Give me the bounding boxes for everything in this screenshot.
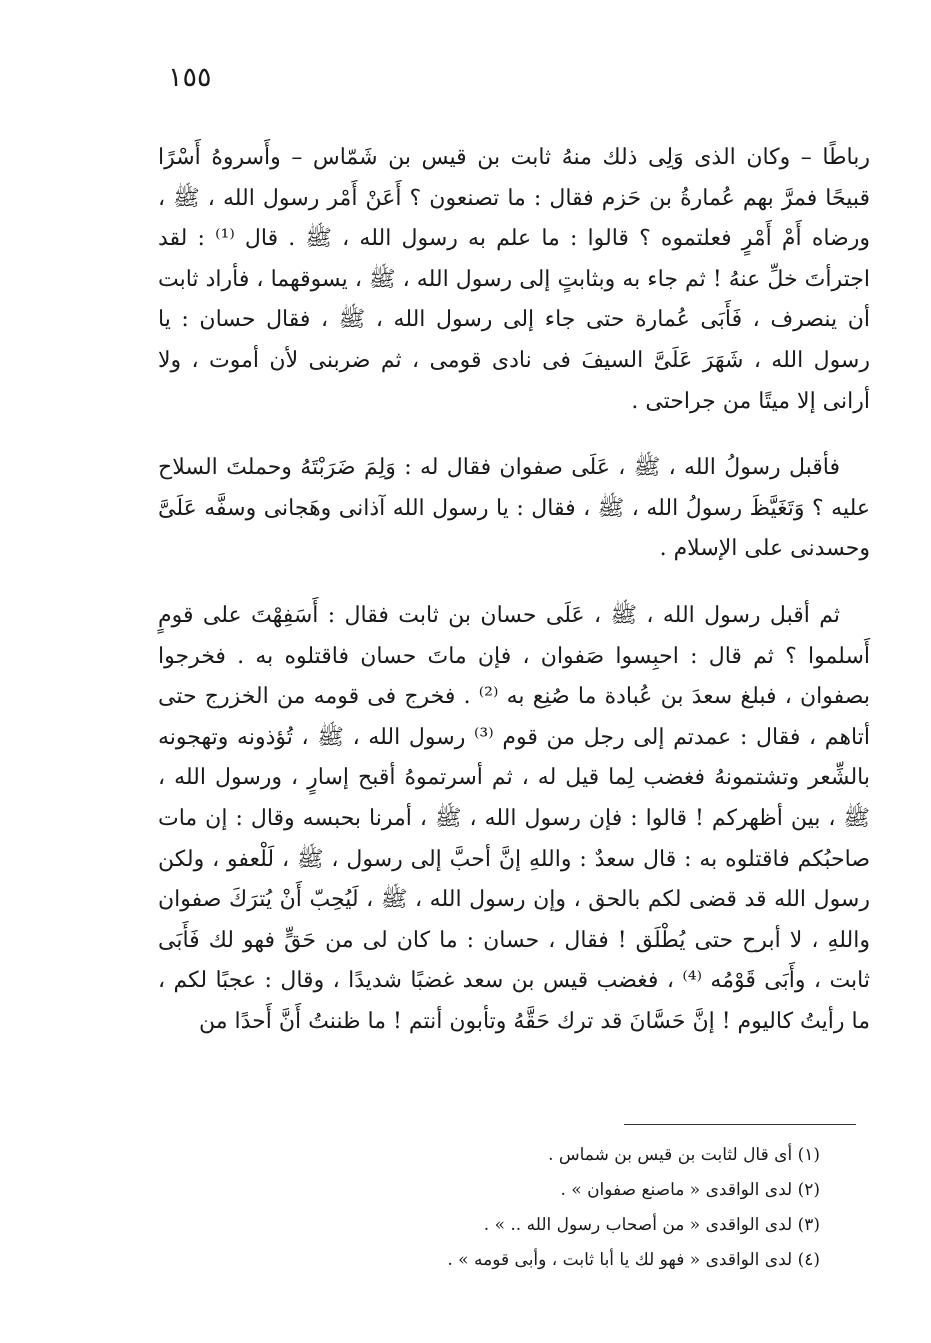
- footnote-separator: [624, 1124, 856, 1125]
- footnote-2: (٢) لدى الواقدى « ماصنع صفوان » .: [560, 1180, 820, 1200]
- page-number: ١٥٥: [168, 62, 212, 93]
- paragraph-3: ثم أقبل رسول الله ، ﷺ ، عَلَى حسان بن ثابت فقال : أَسَفِهْتَ على قومٍ أَسلموا ؟ ثم قال : احبِسوا صَفوان ، فإن ماتَ حسان فاقتلوه به . فخرجوا بصفوان ، فبلغ سعدَ بن عُبادة ما صُنِع به ⁽²⁾ . فخرج فى قومه من الخزرج حتى أتاهم ، فقال : عمدتم إلى رجل من قوم ⁽³⁾ رسول الله ، ﷺ ، تُؤذونه وتهجونه بالشِّعر وتشتمونهُ فغضب لِما قيل له ، ثم أسرتموهُ أقبح إسارٍ ، ورسول الله ، ﷺ ، بين أظهركم ! قالوا : فإن رسول الله ، ﷺ ، أمرنا بحبسه وقال : إن مات صاحبُكم فاقتلوه به : قال سعدٌ : واللهِ إنَّ أحبَّ إلى رسول ، ﷺ ، لَلْعفو ، ولكن رسول الله قد قضى لكم بالحق ، وإن رسول الله ، ﷺ ، لَيُحِبّ أَنْ يُترَكَ صفوان واللهِ ، لا أبرح حتى يُطْلَق ! فقال ، حسان : ما كان لى من حَقٍّ فهو لك فَأَبَى ثابت ، وأَبَى قَوْمُه ⁽⁴⁾ ، فغضب قيس بن سعد غضبًا شديدًا ، وقال : عجبًا لكم ، ما رأيتُ كاليوم ! إنَّ حَسَّانَ قد ترك حَقَّهُ وتأبون أنتم ! ما ظننتُ أَنَّ أَحدًا من: [158, 602, 870, 1034]
- footnote-4: (٤) لدى الواقدى « فهو لك يا أبا ثابت ، وأبى قومه » .: [447, 1250, 820, 1270]
- paragraph-2: فأقبل رسولُ الله ، ﷺ ، عَلَى صفوان فقال له : وَلِمَ ضَرَبْتَهُ وحملتَ السلاح عليه ؟ وَتَغَيَّظَ رسولُ الله ، ﷺ ، فقال : يا رسول الله آذانى وهَجانى وسفَّه عَلَىَّ وحسدنى على الإسلام .: [158, 455, 870, 562]
- footnote-1: (١) أى قال لثابت بن قيس بن شماس .: [548, 1145, 820, 1165]
- main-text: [158, 138, 870, 1068]
- paragraph-1: رباطًا – وكان الذى وَلِى ذلك منهُ ثابت بن قيس بن شَمّاس – وأَسروهُ أَسْرًا قبيحًا فمرَّ بهم عُمارةُ بن حَزم فقال : ما تصنعون ؟ أَعَنْ أَمْر رسول الله ، ﷺ ، ورضاه أَمْ أَمْرٍ فعلتموه ؟ قالوا : ما علم به رسول الله ، ﷺ . قال ⁽¹⁾ : لقد اجترأتَ خلِّ عنهُ ! ثم جاء به وبثابتٍ إلى رسول الله ، ﷺ ، يسوقهما ، فأراد ثابت أن ينصرف ، فَأَبَى عُمارة حتى جاء إلى رسول الله ، ﷺ ، فقال حسان : يا رسول الله ، شَهَرَ عَلَىَّ السيفَ فى نادى قومى ، ثم ضربنى لأن أموت ، ولا أرانى إلا ميتًا من جراحتى .: [158, 145, 870, 414]
- footnotes: [300, 1138, 820, 1278]
- footnote-3: (٣) لدى الواقدى « من أصحاب رسول الله .. » .: [483, 1215, 820, 1235]
